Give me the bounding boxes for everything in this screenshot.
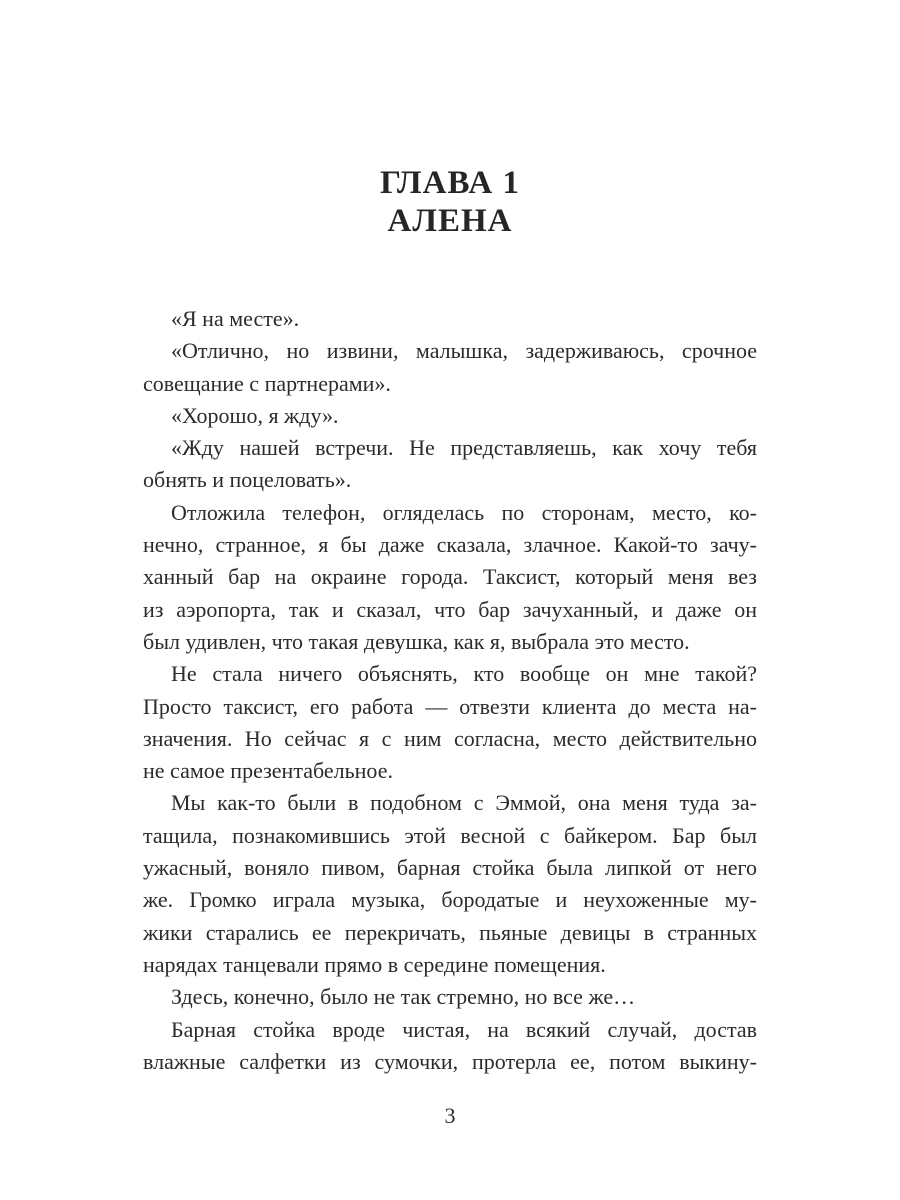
chapter-body-text (143, 303, 757, 1078)
page-number: 3 (444, 1103, 456, 1128)
text-line: совещание с партнерами». (143, 370, 391, 396)
text-line: нарядах танцевали прямо в середине помещения. (143, 951, 606, 977)
text-line: жики старались ее перекричать, пьяные девицы в странных (143, 919, 757, 945)
text-line: ужасный, воняло пивом, барная стойка была липкой от него (143, 855, 757, 881)
text-line: Отложила телефон, огляделась по сторонам, место, ко- (171, 499, 757, 525)
text-line: Не стала ничего объяснять, кто вообще он мне такой? (171, 661, 757, 687)
text-line: был удивлен, что такая девушка, как я, выбрала это место. (143, 628, 690, 654)
text-line: тащила, познакомившись этой весной с байкером. Бар был (143, 822, 757, 848)
text-line: из аэропорта, так и сказал, что бар зачуханный, и даже он (143, 596, 757, 622)
chapter-title: АЛЕНА (387, 203, 513, 239)
text-line: «Я на месте». (171, 306, 300, 331)
chapter-heading (0, 164, 900, 240)
text-line: влажные салфетки из сумочки, протерла ее, потом выкину- (143, 1048, 757, 1074)
text-line: «Хорошо, я жду». (171, 402, 339, 428)
text-line: «Отлично, но извини, малышка, задерживаюсь, срочное (171, 338, 757, 364)
text-line: «Жду нашей встречи. Не представляешь, как хочу тебя (171, 435, 757, 461)
text-line: Здесь, конечно, было не так стремно, но все же… (171, 984, 636, 1010)
text-line: Барная стойка вроде чистая, на всякий случай, достав (171, 1016, 757, 1042)
text-line: же. Громко играла музыка, бородатые и неухоженные му- (143, 887, 757, 913)
text-line: нечно, странное, я бы даже сказала, злачное. Какой-то зачу- (143, 532, 757, 558)
text-line: не самое презентабельное. (143, 758, 393, 784)
text-line: значения. Но сейчас я с ним согласна, место действительно (143, 725, 757, 751)
text-line: Мы как-то были в подобном с Эммой, она меня туда за- (171, 790, 757, 816)
text-line: Просто таксист, его работа — отвезти клиента до места на- (143, 693, 757, 719)
text-line: обнять и поцеловать». (143, 467, 352, 493)
text-line: ханный бар на окраине города. Таксист, который меня вез (143, 564, 757, 590)
chapter-number: ГЛАВА 1 (380, 165, 520, 201)
